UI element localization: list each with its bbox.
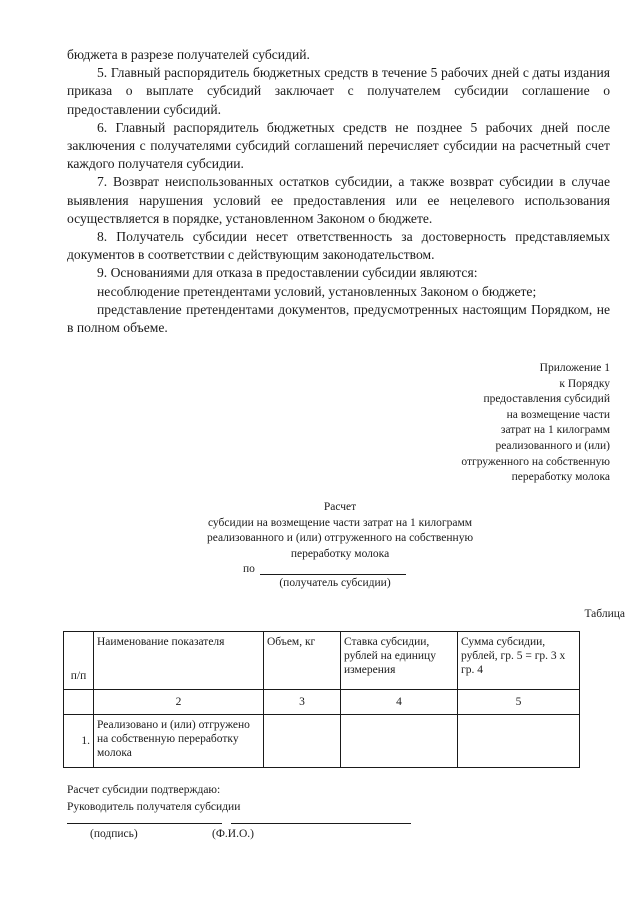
paragraph: 8. Получатель субсидии несет ответственность за достоверность представляемых документов в соответствии с действующим законодательством. <box>67 229 610 263</box>
body-text <box>67 46 610 337</box>
recipient-label: по <box>243 563 255 575</box>
appendix-line: отгруженного на собственную <box>461 455 610 468</box>
table-cell[interactable] <box>458 715 580 768</box>
table-number-row <box>64 690 580 715</box>
table-label: Таблица <box>584 608 625 620</box>
paragraph: 6. Главный распорядитель бюджетных средств не позднее 5 рабочих дней после заключения с получателями субсидий соглашений перечисляет субсидии на расчетный счет каждого получателя субсидии. <box>67 119 610 172</box>
table-header-cell: Ставка субсидии, рублей на единицу измерения <box>341 632 458 690</box>
paragraph: бюджета в разрезе получателей субсидий. <box>67 47 310 62</box>
table-header-cell: Наименование показателя <box>94 632 264 690</box>
signature-caption: (подпись) <box>90 828 138 840</box>
table-header-cell: Сумма субсидии, рублей, гр. 5 = гр. 3 x гр. 4 <box>458 632 580 690</box>
appendix-line: на возмещение части <box>506 408 610 421</box>
confirm-label: Расчет субсидии подтверждаю: <box>67 784 221 796</box>
table-number-cell: 4 <box>341 690 458 715</box>
appendix-line: переработку молока <box>511 471 610 484</box>
appendix-block <box>350 361 610 486</box>
table-number-cell: 3 <box>264 690 341 715</box>
table-cell: Реализовано и (или) отгружено на собственную переработку молока <box>94 715 264 768</box>
table-cell[interactable] <box>264 715 341 768</box>
table-number-cell: 2 <box>94 690 264 715</box>
signature-field[interactable] <box>67 823 222 824</box>
table-row <box>64 715 580 768</box>
paragraph: представление претендентами документов, предусмотренных настоящим Порядком, не в полном объеме. <box>67 301 610 336</box>
paragraph: 9. Основаниями для отказа в предоставлении субсидии являются: <box>97 265 478 281</box>
table-cell: 1. <box>64 715 94 768</box>
title-line: Расчет <box>323 501 357 513</box>
paragraph: 7. Возврат неиспользованных остатков субсидии, а также возврат субсидии в случае выявления нарушения условий ее предоставления или ее нецелевого использования осуществляется в порядке, установленном Законом о бюджете. <box>67 174 610 226</box>
appendix-line: предоставления субсидий <box>483 393 610 406</box>
title-line: реализованного и (или) отгруженного на собственную <box>206 532 474 544</box>
table-header-cell: Объем, кг <box>264 632 341 690</box>
paragraph: несоблюдение претендентами условий, установленных Законом о бюджете; <box>97 283 537 299</box>
subsidy-table <box>63 631 580 768</box>
recipient-field[interactable] <box>260 574 406 575</box>
table-header-cell: п/п <box>64 632 94 690</box>
name-caption: (Ф.И.О.) <box>212 828 254 840</box>
paragraph: 5. Главный распорядитель бюджетных средств в течение 5 рабочих дней с даты издания приказа о выплате субсидий заключает с получателем субсидии соглашение о предоставлении субсидий. <box>67 65 610 117</box>
head-label: Руководитель получателя субсидии <box>67 801 241 813</box>
appendix-line: Приложение 1 <box>539 362 610 374</box>
name-field[interactable] <box>231 823 411 824</box>
table-cell[interactable] <box>341 715 458 768</box>
title-line: субсидии на возмещение части затрат на 1 килограмм <box>207 516 473 529</box>
appendix-line: к Порядку <box>559 377 610 390</box>
table-header-row <box>64 632 580 690</box>
appendix-line: затрат на 1 килограмм <box>500 424 610 437</box>
table-number-cell: 5 <box>458 690 580 715</box>
appendix-line: реализованного и (или) <box>495 439 610 452</box>
recipient-caption: (получатель субсидии) <box>279 577 391 589</box>
document-title <box>140 500 540 562</box>
title-line: переработку молока <box>290 547 390 560</box>
table-number-cell <box>64 690 94 715</box>
